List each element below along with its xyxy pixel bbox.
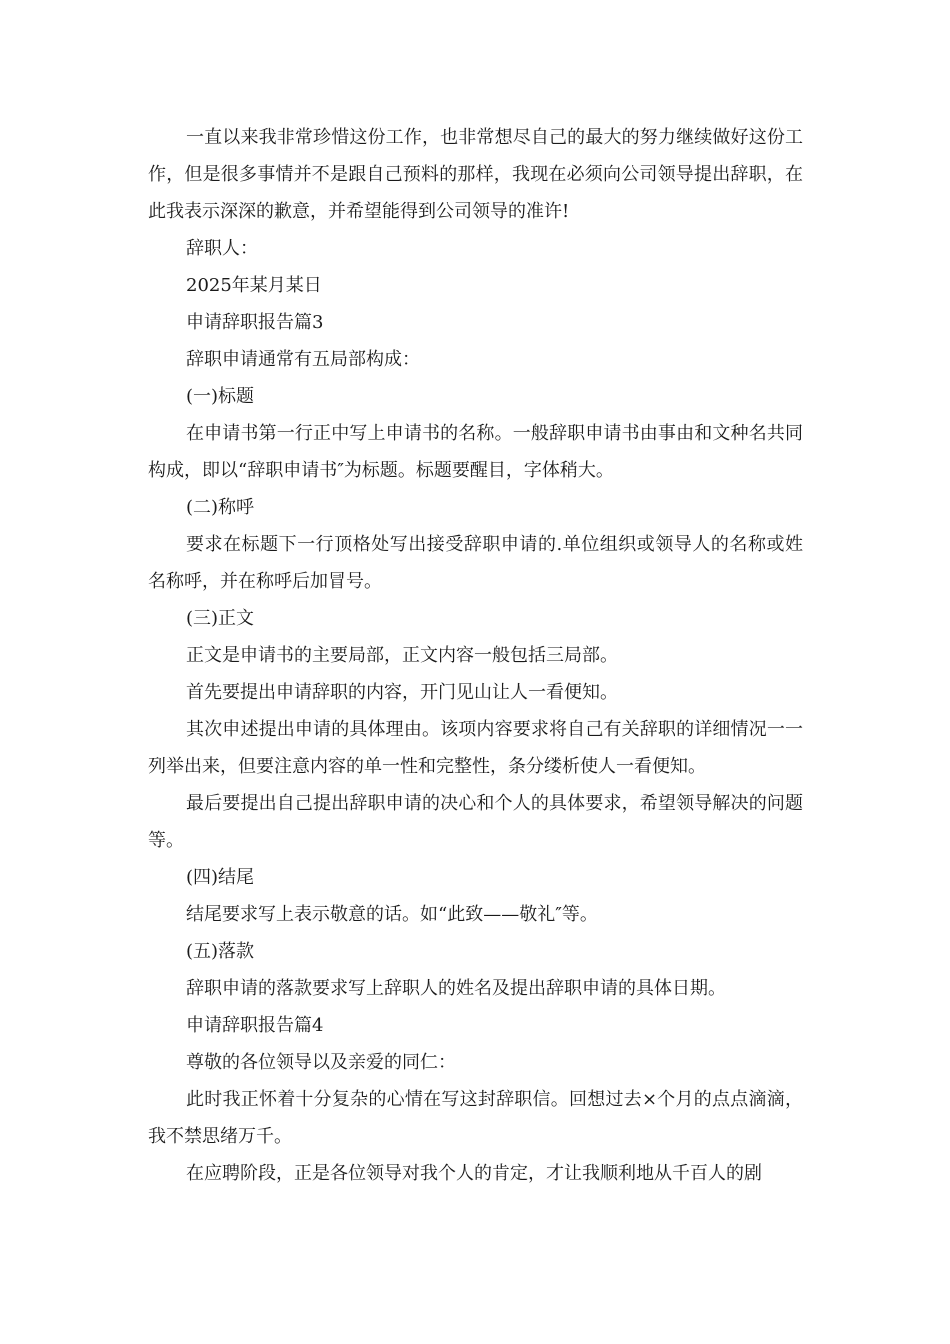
- signature-label: 辞职人：: [186, 238, 258, 259]
- paragraph-body-second: 其次申述提出申请的具体理由。该项内容要求将自己有关辞职的详细情况一一列举出来，但要注意内容的单一性和完整性，条分缕析使人一看便知。: [148, 719, 803, 777]
- subheading-salutation: (二)称呼: [186, 497, 255, 518]
- paragraph-body-desc: 正文是申请书的主要局部，正文内容一般包括三局部。: [186, 645, 618, 666]
- section-heading-3: 申请辞职报告篇3: [186, 312, 324, 333]
- subheading-body: (三)正文: [186, 608, 255, 629]
- document-body: [148, 119, 803, 1192]
- letter-paragraph-1: 此时我正怀着十分复杂的心情在写这封辞职信。回想过去×个月的点点滴滴，我不禁思绪万千。: [148, 1089, 803, 1147]
- paragraph-signature-desc: 辞职申请的落款要求写上辞职人的姓名及提出辞职申请的具体日期。: [186, 978, 726, 999]
- letter-greeting: 尊敬的各位领导以及亲爱的同仁：: [186, 1052, 456, 1073]
- subheading-title: (一)标题: [186, 386, 255, 407]
- paragraph-body-first: 首先要提出申请辞职的内容，开门见山让人一看便知。: [186, 682, 618, 703]
- paragraph-intro: 一直以来我非常珍惜这份工作，也非常想尽自己的最大的努力继续做好这份工作，但是很多事情并不是跟自己预料的那样，我现在必须向公司领导提出辞职，在此我表示深深的歉意，并希望能得到公司领导的准许!: [148, 127, 803, 222]
- section-heading-4: 申请辞职报告篇4: [186, 1015, 324, 1036]
- letter-paragraph-2: 在应聘阶段，正是各位领导对我个人的肯定，才让我顺利地从千百人的剧: [186, 1163, 762, 1184]
- subheading-closing: (四)结尾: [186, 867, 255, 888]
- paragraph-structure: 辞职申请通常有五局部构成：: [186, 349, 420, 370]
- paragraph-title-desc: 在申请书第一行正中写上申请书的名称。一般辞职申请书由事由和文种名共同构成，即以“辞职申请书″为标题。标题要醒目，字体稍大。: [148, 423, 803, 481]
- paragraph-closing-desc: 结尾要求写上表示敬意的话。如“此致——敬礼″等。: [186, 904, 598, 925]
- paragraph-salutation-desc: 要求在标题下一行顶格处写出接受辞职申请的.单位组织或领导人的名称或姓名称呼，并在称呼后加冒号。: [148, 534, 803, 592]
- date-line: 2025年某月某日: [186, 275, 322, 296]
- subheading-signature: (五)落款: [186, 941, 255, 962]
- paragraph-body-last: 最后要提出自己提出辞职申请的决心和个人的具体要求，希望领导解决的问题等。: [148, 793, 803, 851]
